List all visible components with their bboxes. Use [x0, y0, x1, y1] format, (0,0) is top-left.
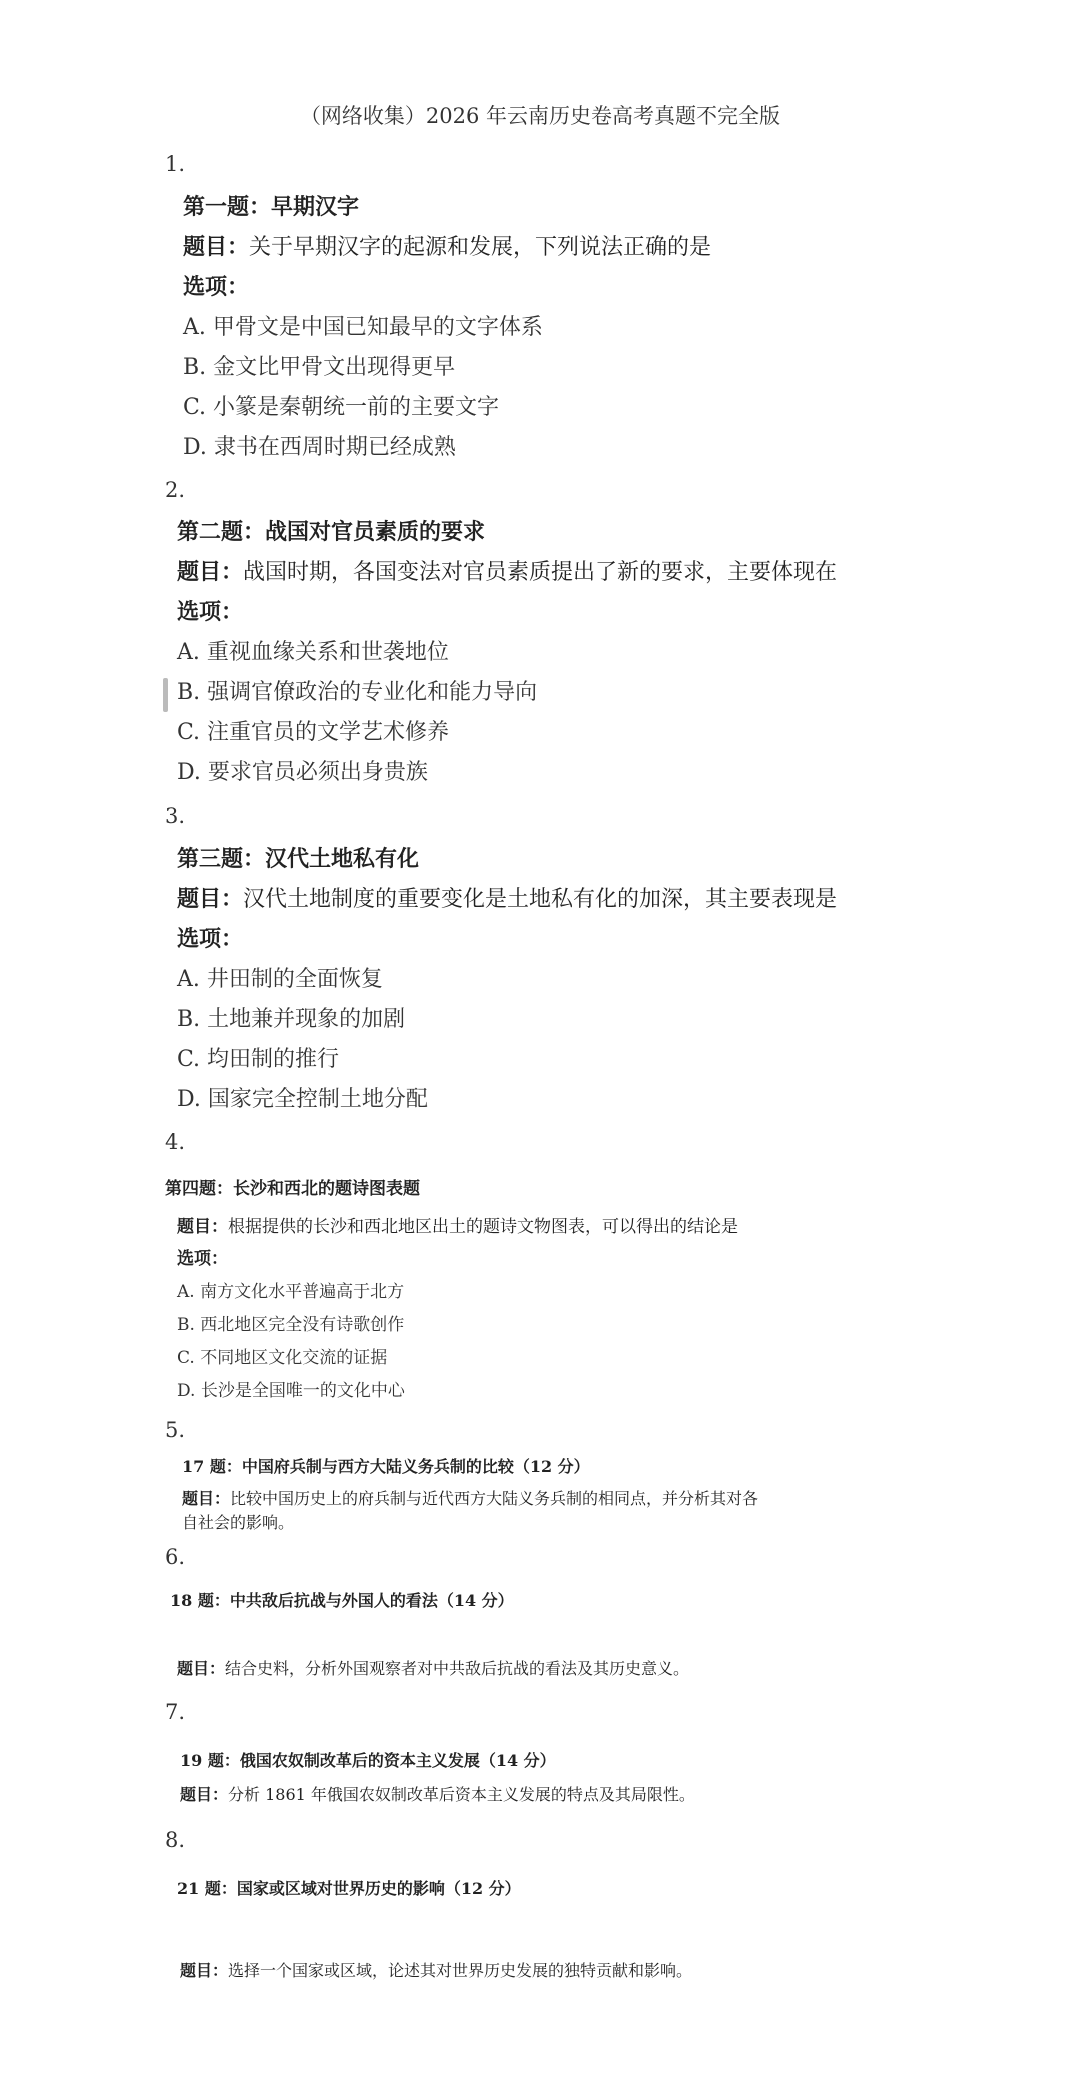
options-label: 选项： [177, 1249, 228, 1269]
question-stem-row [177, 1656, 689, 1679]
option-c: C. 均田制的推行 [177, 1047, 340, 1072]
question-stem-continued: 自社会的影响。 [182, 1513, 295, 1532]
question-heading: 21 题：国家或区域对世界历史的影响（12 分） [177, 1879, 521, 1898]
option-a: A. 南方文化水平普遍高于北方 [177, 1282, 405, 1302]
question-stem-row [177, 882, 917, 922]
question-label: 题目： [182, 1489, 231, 1508]
doc-title: （网络收集）2026 年云南历史卷高考真题不完全版 [299, 104, 781, 128]
question-stem-row [177, 555, 917, 595]
option-d: D. 要求官员必须出身贵族 [177, 760, 428, 785]
question-number: 2. [165, 478, 186, 502]
question-number: 5. [165, 1418, 186, 1442]
question-number: 6. [165, 1545, 186, 1569]
question-number: 7. [165, 1700, 186, 1724]
option-b: B. 强调官僚政治的专业化和能力导向 [177, 680, 538, 705]
question-heading: 第四题：长沙和西北的题诗图表题 [165, 1179, 420, 1199]
question-block-5 [182, 1454, 902, 1534]
option-c: C. 不同地区文化交流的证据 [177, 1348, 388, 1368]
question-number: 4. [165, 1130, 186, 1154]
option-c: C. 小篆是秦朝统一前的主要文字 [183, 395, 500, 420]
question-heading: 17 题：中国府兵制与西方大陆义务兵制的比较（12 分） [182, 1457, 590, 1476]
question-block-1 [183, 190, 903, 470]
question-label: 题目： [180, 1961, 229, 1980]
question-number: 3. [165, 804, 186, 828]
question-label: 题目： [177, 1217, 228, 1237]
question-stem: 分析 1861 年俄国农奴制改革后资本主义发展的特点及其局限性。 [228, 1785, 695, 1804]
question-label: 题目： [177, 886, 244, 912]
question-heading: 第三题：汉代土地私有化 [177, 846, 420, 872]
question-number: 8. [165, 1828, 186, 1852]
options-label: 选项： [177, 599, 244, 625]
question-stem-row [180, 1782, 695, 1805]
options-label: 选项： [177, 926, 244, 952]
question-stem: 关于早期汉字的起源和发展，下列说法正确的是 [249, 235, 712, 260]
question-heading: 19 题：俄国农奴制改革后的资本主义发展（14 分） [180, 1751, 556, 1770]
question-stem: 结合史料，分析外国观察者对中共敌后抗战的看法及其历史意义。 [225, 1659, 690, 1678]
question-stem-row [180, 1958, 692, 1981]
question-number: 1. [165, 152, 186, 176]
option-a: A. 甲骨文是中国已知最早的文字体系 [183, 315, 543, 340]
option-a: A. 井田制的全面恢复 [177, 967, 383, 992]
scan-edge-marker [163, 678, 168, 712]
option-b: B. 金文比甲骨文出现得更早 [183, 355, 456, 380]
question-stem: 汉代土地制度的重要变化是土地私有化的加深，其主要表现是 [243, 887, 838, 912]
question-heading: 第一题：早期汉字 [183, 194, 360, 220]
question-block-2 [177, 515, 917, 795]
option-b: B. 土地兼并现象的加剧 [177, 1007, 406, 1032]
question-block-4 [165, 1174, 885, 1409]
option-d: D. 国家完全控制土地分配 [177, 1087, 428, 1112]
question-stem-row [183, 230, 903, 270]
question-label: 题目： [177, 559, 244, 585]
option-c: C. 注重官员的文学艺术修养 [177, 720, 450, 745]
option-d: D. 长沙是全国唯一的文化中心 [177, 1381, 405, 1401]
question-label: 题目： [183, 234, 250, 260]
option-b: B. 西北地区完全没有诗歌创作 [177, 1315, 405, 1335]
options-label: 选项： [183, 274, 250, 300]
question-stem: 战国时期，各国变法对官员素质提出了新的要求，主要体现在 [243, 560, 838, 585]
option-d: D. 隶书在西周时期已经成熟 [183, 435, 456, 460]
question-stem-row [182, 1486, 902, 1510]
question-heading: 第二题：战国对官员素质的要求 [177, 519, 486, 545]
question-label: 题目： [180, 1785, 229, 1804]
question-block-3 [177, 842, 917, 1122]
question-stem-row [165, 1212, 885, 1244]
question-label: 题目： [177, 1659, 226, 1678]
question-heading: 18 题：中共敌后抗战与外国人的看法（14 分） [170, 1591, 514, 1610]
question-stem: 选择一个国家或区域，论述其对世界历史发展的独特贡献和影响。 [228, 1961, 693, 1980]
question-stem: 根据提供的长沙和西北地区出土的题诗文物图表，可以得出的结论是 [228, 1217, 738, 1237]
question-stem: 比较中国历史上的府兵制与近代西方大陆义务兵制的相同点，并分析其对各 [230, 1489, 759, 1508]
option-a: A. 重视血缘关系和世袭地位 [177, 640, 449, 665]
